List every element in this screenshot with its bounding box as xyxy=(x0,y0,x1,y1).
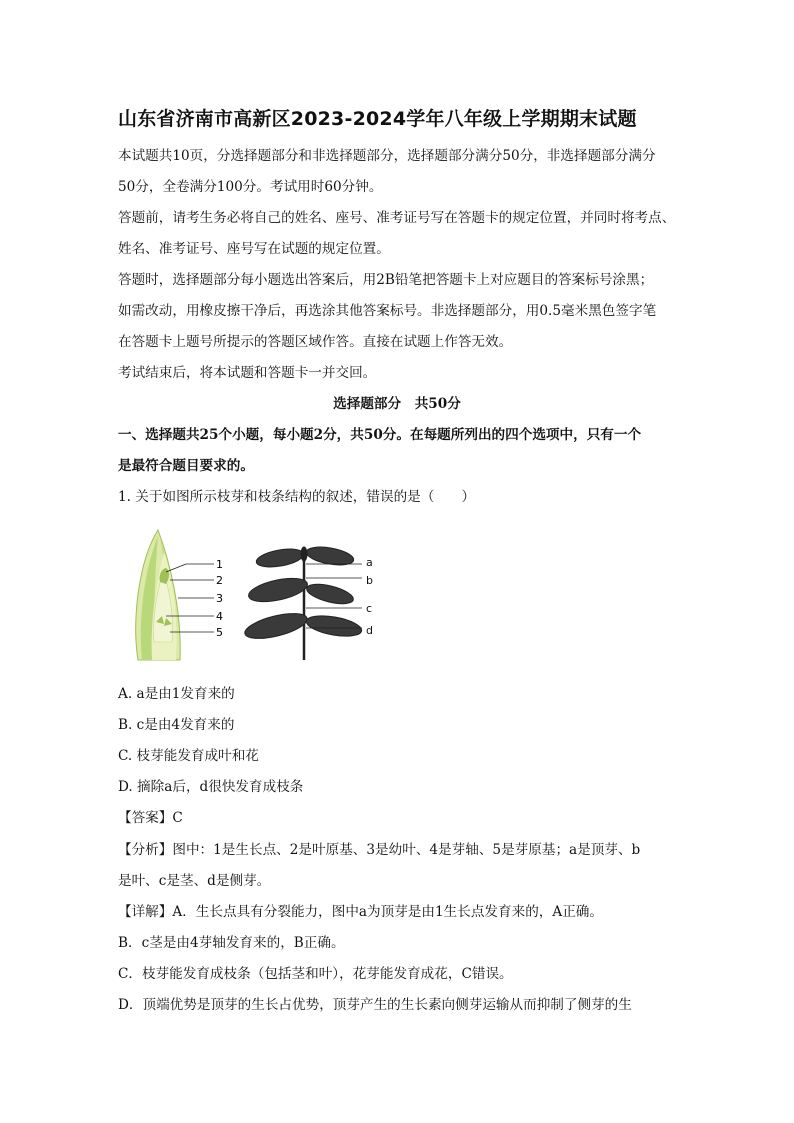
analysis-line: 是叶、c是茎、d是侧芽。 xyxy=(118,873,271,889)
explanation-line: B．c茎是由4芽轴发育来的，B正确。 xyxy=(118,935,345,951)
answer: 【答案】C xyxy=(118,810,183,826)
intro-line: 答题前，请考生务必将自己的姓名、座号、准考证号写在答题卡的规定位置，并同时将考点、 xyxy=(118,210,676,226)
bud-and-branch-figure xyxy=(130,522,390,667)
branch-label: d xyxy=(366,624,373,637)
explanation-line: 【详解】A．生长点具有分裂能力，图中a为顶芽是由1生长点发育来的，A正确。 xyxy=(118,904,603,920)
option-a: A. a是由1发育来的 xyxy=(118,686,235,702)
intro-line: 答题时，选择题部分每小题选出答案后，用2B铅笔把答题卡上对应题目的答案标号涂黑； xyxy=(118,272,654,288)
bud-label: 4 xyxy=(216,610,223,623)
intro-line: 如需改动，用橡皮擦干净后，再选涂其他答案标号。非选择题部分，用0.5毫米黑色签字笔 xyxy=(118,303,657,319)
page-title: 山东省济南市高新区2023-2024学年八年级上学期期末试题 xyxy=(118,108,637,130)
intro-line: 本试题共10页，分选择题部分和非选择题部分，选择题部分满分50分，非选择题部分满分 xyxy=(118,148,656,164)
option-d: D. 摘除a后，d很快发育成枝条 xyxy=(118,779,304,795)
analysis-line: 【分析】图中：1是生长点、2是叶原基、3是幼叶、4是芽轴、5是芽原基；a是顶芽、b xyxy=(118,842,641,858)
bud-label: 3 xyxy=(216,592,223,605)
explanation-line: D．顶端优势是顶芽的生长占优势，顶芽产生的生长素向侧芽运输从而抑制了侧芽的生 xyxy=(118,997,632,1013)
section-heading: 选择题部分 共50分 xyxy=(333,396,461,412)
part-instruction: 一、选择题共25个小题，每小题2分，共50分。在每题所列出的四个选项中，只有一个 xyxy=(118,427,642,443)
intro-line: 姓名、准考证号、座号写在试题的规定位置。 xyxy=(118,241,390,257)
intro-line: 在答题卡上题号所提示的答题区域作答。直接在试题上作答无效。 xyxy=(118,334,513,350)
bud-label: 2 xyxy=(216,574,223,587)
branch-label: a xyxy=(366,556,373,569)
intro-line: 50分，全卷满分100分。考试用时60分钟。 xyxy=(118,179,383,195)
bud-label: 1 xyxy=(216,558,223,571)
branch-label: b xyxy=(366,574,373,587)
branch-diagram xyxy=(243,544,364,660)
bud-section-diagram xyxy=(136,530,223,660)
branch-label: c xyxy=(366,602,373,615)
intro-line: 考试结束后，将本试题和答题卡一并交回。 xyxy=(118,365,377,381)
option-c: C. 枝芽能发育成叶和花 xyxy=(118,748,259,764)
explanation-line: C．枝芽能发育成枝条（包括茎和叶），花芽能发育成花，C错误。 xyxy=(118,966,513,982)
part-instruction: 是最符合题目要求的。 xyxy=(118,458,254,474)
question-stem: 1. 关于如图所示枝芽和枝条结构的叙述，错误的是（ ） xyxy=(118,489,476,505)
option-b: B. c是由4发育来的 xyxy=(118,717,235,733)
bud-label: 5 xyxy=(216,626,223,639)
